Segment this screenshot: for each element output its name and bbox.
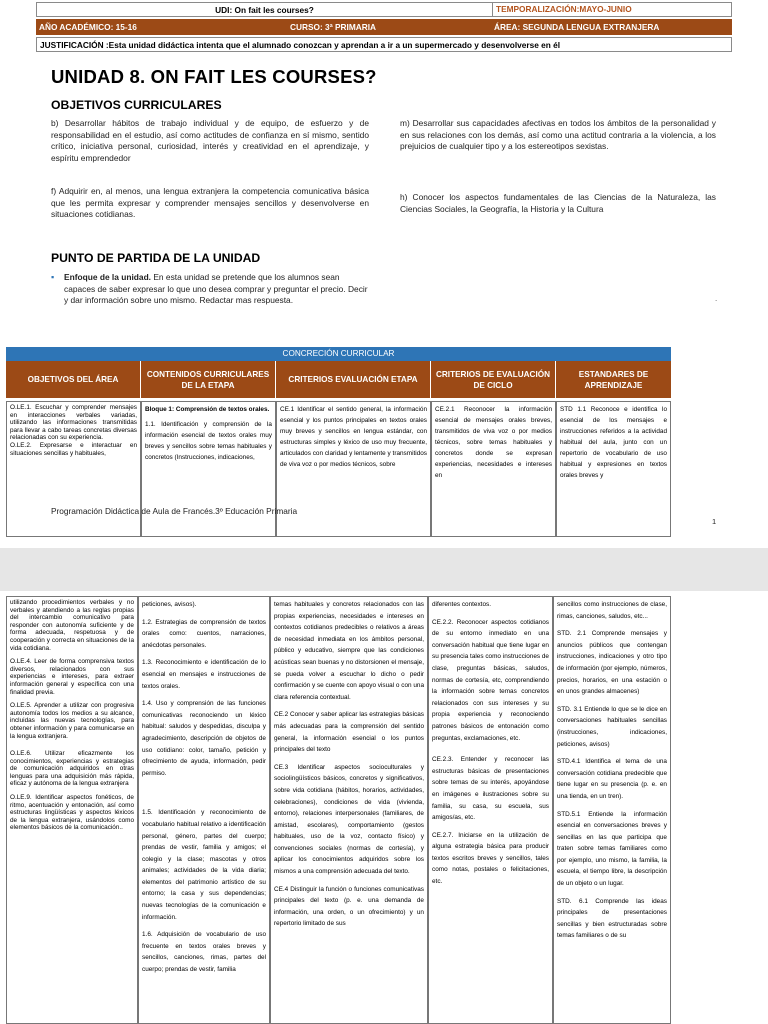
p2-estandar-text: STD.5.1 Entiende la información esencial en conversaciones breves y sencillas en las que participa que traten sobre temas familiares como por ejemplo, uno mismo, la familia, la escuela, el tiempo libre, la descripción de un objeto o un lugar. bbox=[557, 810, 667, 888]
enfoque-label: Enfoque de la unidad. bbox=[64, 272, 152, 282]
header-criterios-ciclo: CRITERIOS DE EVALUACIÓN DE CICLO bbox=[431, 361, 556, 398]
stray-dot: . bbox=[715, 294, 718, 303]
p2-objetivo-text: O.LE.4. Leer de forma comprensiva textos diversos, relacionados con sus experiencias e intereses, para extraer información general y específica con una finalidad previa. bbox=[10, 658, 134, 696]
p2-estandar-text: STD. 3.1 Entiende lo que se le dice en conversaciones habituales sencillas (instrucciones, indicaciones, peticiones, avisos) bbox=[557, 705, 667, 748]
cell-objetivos: O.LE.1. Escuchar y comprender mensajes en interacciones verbales variadas, utilizando las informaciones transmitidas para llevar a cabo tareas concretas diversas relacionadas con su experiencia. O.LE.2. Expresarse e interactuar en situaciones sencillas y habituales, bbox=[6, 401, 141, 537]
p2-contenido-text: peticiones, avisos). bbox=[142, 601, 197, 608]
contenido-1-1: 1.1. Identificación y comprensión de la información esencial de textos orales muy breves y sencillos sobre temas habituales y concretos (Instrucciones, indicaciones, bbox=[145, 421, 272, 461]
p2-ciclo-text: CE.2.7. Iniciarse en la utilización de alguna estrategia básica para producir textos escritos breves y sencillos, tales como notas, postales o felicitaciones, etc. bbox=[432, 831, 549, 886]
p2-ciclo-text: CE.2.3. Entender y reconocer las estructuras básicas de presentaciones sobre temas de su interés, apoyándose en imágenes e ilustraciones sobre su familia, su casa, su escuela, sus amigos/as, etc. bbox=[432, 756, 549, 822]
p2-criterio-text: CE.3 Identificar aspectos socioculturales y sociolingüísticos básicos, concretos y significativos, sobre vida cotidiana (hábitos, horarios, actividades, celebraciones), condiciones de vida (vivienda, entorno), relaciones interpersonales (familiares, de amistad, escolares), comportamiento (gestos habituales, uso de la voz, contacto físico) y convenciones sociales (normas de cortesía), y aplicar los conocimientos adquiridos sobre los mismos a una comprensión adecuada del texto. bbox=[274, 763, 424, 876]
table-title: CONCRECIÓN CURRICULAR bbox=[6, 347, 671, 361]
p2-objetivo-text: O.LE.5. Aprender a utilizar con progresiva autonomía todos los medios a su alcance, incluidas las nuevas tecnologías, para obtener información y para comunicarse en la lengua extranjera. bbox=[10, 702, 134, 740]
p2-contenido-text: 1.3. Reconocimiento e identificación de lo esencial en mensajes e instrucciones de textos orales. bbox=[142, 659, 266, 690]
p2-col-contenidos bbox=[138, 596, 270, 1024]
enfoque-text bbox=[64, 272, 372, 307]
cell-criterios-etapa: CE.1 Identificar el sentido general, la información esencial y los puntos principales en textos orales muy breves y sencillos en lengua estándar, con estructuras simples y léxico de uso muy frecuente, articulados con claridad y lentamente y transmitidos de viva voz o por medios técnicos, sobre bbox=[276, 401, 431, 537]
p2-ciclo-text: CE.2.2. Reconocer aspectos cotidianos de su entorno inmediato en una conversación habitual que tiene lugar en su presencia tales como instrucciones de clase, preguntas básicas, saludos, normas de cortesía, etc, comprendiendo la información sobre temas concretos relacionados con sus intereses y su propia experiencia y reconociendo patrones básicos de entonación como preguntas, exclamaciones, etc. bbox=[432, 618, 549, 742]
p2-col-estandares bbox=[553, 596, 671, 1024]
objetivo-h: h) Conocer los aspectos fundamentales de las Ciencias de la Naturaleza, las Ciencias Sociales, la Geografía, la Historia y la Cultura bbox=[400, 192, 716, 214]
header-contenidos: CONTENIDOS CURRICULARES DE LA ETAPA bbox=[141, 361, 276, 398]
enfoque-body: En esta unidad se pretende que los alumnos sean capaces de saber expresar lo que uno desea comprar y preguntar el precio. Decir y dar información sobre uno mismo. Redactar mas respuesta. bbox=[64, 272, 368, 306]
p2-contenido-text: 1.4. Uso y comprensión de las funciones comunicativas reconociendo un léxico habitual: saludos y despedidas, disculpa y agradecimiento, descripción de objetos de uso cotidiano: color, tamaño, petición y ofrecimiento de ayuda, información, pedir permiso. bbox=[142, 700, 266, 777]
p2-objetivo-text: utilizando procedimientos verbales y no verbales y atendiendo a las reglas propias del intercambio comunicativo para responder con autonomía suficiente y de forma adecuada, respetuosa y de cooperación y correcta en situaciones de la vida cotidiana. bbox=[10, 599, 134, 652]
academic-year: AÑO ACADÉMICO: 15-16 bbox=[39, 22, 137, 32]
bullet-icon: ▪ bbox=[51, 272, 55, 282]
cell-criterios-ciclo: CE.2.1 Reconocer la información esencial de mensajes orales breves, transmitidos de viva voz o por medios técnicos, sobre temas habituales y concretos donde se expresan experiencias, necesidades e intereses en bbox=[431, 401, 556, 537]
justificacion: JUSTIFICACIÓN :Esta unidad didáctica intenta que el alumnado conozcan y aprendan a ir a un supermercado y desenvolverse en él bbox=[36, 37, 732, 52]
header-row-course bbox=[36, 19, 732, 35]
p2-criterio-text: CE.2 Conocer y saber aplicar las estrategias básicas más adecuadas para la comprensión del sentido general, la información esencial o los puntos principales del texto bbox=[274, 711, 424, 754]
p2-col-criterios-ciclo bbox=[428, 596, 553, 1024]
objetivo-m: m) Desarrollar sus capacidades afectivas en todos los ámbitos de la personalidad y en sus relaciones con los demás, así como una actitud contraria a la violencia, a los prejuicios de cualquier tipo y a los estereotipos sexistas. bbox=[400, 118, 716, 152]
p2-contenido-text: 1.5. Identificación y reconocimiento de vocabulario habitual relativo a identificación personal, género, partes del cuerpo; prendas de vestir, familia y amigos; el colegio y la clase; mascotas y otros animales; actividades de la vida diaria; elementos del patrimonio artístico de su entorno; la casa y sus dependencias; nuevas tecnologías de la comunicación e información. bbox=[142, 809, 266, 921]
p2-estandar-text: STD. 6.1 Comprende las ideas principales de presentaciones sencillas y bien estructuradas sobre temas familiares o de su bbox=[557, 897, 667, 940]
header-criterios-etapa: CRITERIOS EVALUACIÓN ETAPA bbox=[276, 361, 431, 398]
p2-criterio-text: temas habituales y concretos relacionados con las propias experiencias, necesidades e intereses en contextos cotidianos predecibles o relativos a áreas de necesidad inmediata en los ámbitos personal, público y educativo, siempre que las condiciones acústicas sean buenas y no distorsionen el mensaje, se pueda volver a escuchar lo dicho o pedir confirmación y se cuente con apoyo visual o con una clara referencia contextual. bbox=[274, 601, 424, 701]
header-objetivos: OBJETIVOS DEL ÁREA bbox=[6, 361, 141, 398]
p2-objetivo-text: O.LE.9. Identificar aspectos fonéticos, de ritmo, acentuación y entonación, así como estructuras lingüísticas y aspectos léxicos de la lengua extranjera, usándolos como elementos básicos de la comunicación.. bbox=[10, 794, 134, 832]
objetivo-f: f) Adquirir en, al menos, una lengua extranjera la competencia comunicativa básica que les permita expresar y comprender mensajes sencillos y desenvolverse en situaciones cotidianas. bbox=[51, 186, 369, 220]
objetivos-title: OBJETIVOS CURRICULARES bbox=[51, 98, 222, 112]
objetivo-b: b) Desarrollar hábitos de trabajo individual y de equipo, de esfuerzo y de responsabilidad en el estudio, así como actitudes de confianza en sí mismo, sentido crítico, iniciativa personal, curiosidad, interés y creatividad en el aprendizaje, y espíritu emprendedor bbox=[51, 118, 369, 163]
page-number: 1 bbox=[712, 517, 717, 526]
header-row-udi bbox=[36, 2, 732, 17]
header-estandares: ESTANDARES DE APRENDIZAJE bbox=[556, 361, 671, 398]
page-footer: Programación Didáctica de Aula de Francés.3º Educación Primaria bbox=[51, 506, 298, 516]
p2-criterio-text: CE.4 Distinguir la función o funciones comunicativas principales del texto (p. e. una demanda de información, una orden, o un ofrecimiento) y un repertorio limitado de sus bbox=[274, 885, 424, 928]
cell-contenidos bbox=[141, 401, 276, 537]
p2-estandar-text: STD.4.1 Identifica el tema de una conversación cotidiana predecible que tiene lugar en su presencia (p. e. en una tienda, en un tren). bbox=[557, 758, 667, 800]
udi-title: UDI: On fait les courses? bbox=[215, 5, 314, 15]
p2-objetivo-text: O.LE.6. Utilizar eficazmente los conocimientos, experiencias y estrategias de comunicación adquiridos en otras lenguas para una adquisición más rápida, eficaz y autónoma de la lengua extranjera bbox=[10, 750, 134, 788]
bloque-title: Bloque 1: Comprensión de textos orales. bbox=[145, 406, 270, 413]
p2-estandar-text: STD. 2.1 Comprende mensajes y anuncios públicos que contengan instrucciones, indicaciones y otro tipo de información (por ejemplo, números, precios, horarios, en una estación o en unos grandes almacenes) bbox=[557, 630, 667, 696]
p2-col-criterios-etapa bbox=[270, 596, 428, 1024]
p2-ciclo-text: diferentes contextos. bbox=[432, 601, 491, 608]
p2-col-objetivos bbox=[6, 596, 138, 1024]
area: ÁREA: SEGUNDA LENGUA EXTRANJERA bbox=[494, 22, 660, 32]
punto-title: PUNTO DE PARTIDA DE LA UNIDAD bbox=[51, 251, 261, 265]
temporalizacion: TEMPORALIZACIÓN:MAYO-JUNIO bbox=[492, 2, 733, 17]
p2-contenido-text: 1.6. Adquisición de vocabulario de uso frecuente en textos orales breves y sencillos, canciones, rimas, partes del cuerpo; prendas de vestir, familia bbox=[142, 931, 266, 974]
course: CURSO: 3ª PRIMARIA bbox=[290, 22, 377, 32]
cell-estandares: STD 1.1 Reconoce e identifica lo esencial de los mensajes e instrucciones referidos a la actividad habitual del aula, junto con un repertorio de vocabulario de uso habitual y expresiones en textos orales breves y bbox=[556, 401, 671, 537]
unit-title: UNIDAD 8. ON FAIT LES COURSES? bbox=[51, 66, 377, 87]
p2-estandar-text: sencillos como instrucciones de clase, rimas, canciones, saludos, etc... bbox=[557, 601, 667, 620]
page-gap bbox=[0, 548, 768, 591]
p2-contenido-text: 1.2. Estrategias de comprensión de textos orales como: cuentos, narraciones, anécdotas personales. bbox=[142, 618, 266, 649]
